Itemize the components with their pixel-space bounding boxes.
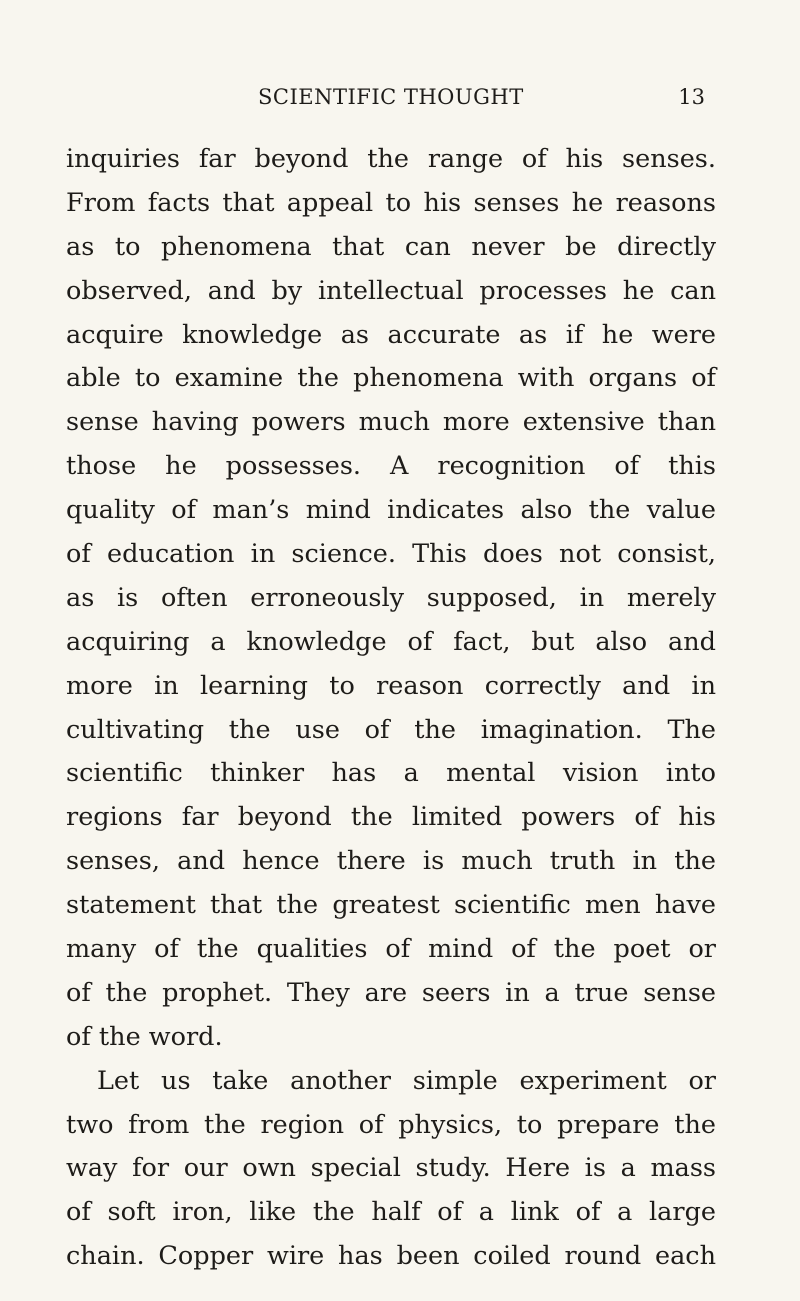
text-line: statement that the greatest scientific men have <box>66 890 716 921</box>
text-line: of soft iron, like the half of a link of a large <box>66 1197 716 1228</box>
body-text <box>66 138 716 1279</box>
text-line: chain. Copper wire has been coiled round each <box>66 1241 716 1272</box>
text-line: From facts that appeal to his senses he reasons <box>66 187 716 218</box>
text-line: two from the region of physics, to prepare the <box>66 1109 716 1140</box>
text-line: scientific thinker has a mental vision into <box>66 758 716 789</box>
paragraph-end-line: of the word. <box>66 1021 223 1052</box>
text-line: observed, and by intellectual processes he can <box>66 275 716 306</box>
text-line: of education in science. This does not consist, <box>66 539 716 570</box>
page-number: 13 <box>678 85 705 109</box>
text-line: as to phenomena that can never be directly <box>66 231 716 262</box>
running-title: SCIENTIFIC THOUGHT <box>258 85 524 109</box>
text-line: sense having powers much more extensive than <box>66 407 716 438</box>
text-line: way for our own special study. Here is a mass <box>66 1153 716 1184</box>
text-line: as is often erroneously supposed, in merely <box>66 582 716 613</box>
text-line: those he possesses. A recognition of this <box>66 451 716 482</box>
text-line: able to examine the phenomena with organs of <box>66 363 716 394</box>
text-line: of the prophet. They are seers in a true sense <box>66 977 716 1008</box>
text-line: regions far beyond the limited powers of his <box>66 802 716 833</box>
running-head <box>0 82 800 112</box>
text-line: cultivating the use of the imagination. The <box>66 714 716 745</box>
paragraph-start-line: Let us take another simple experiment or <box>97 1065 716 1096</box>
text-line: many of the qualities of mind of the poet or <box>66 934 716 965</box>
text-line: quality of man’s mind indicates also the value <box>66 495 716 526</box>
text-line: acquire knowledge as accurate as if he were <box>66 319 716 350</box>
text-line: senses, and hence there is much truth in the <box>66 846 716 877</box>
text-line: inquiries far beyond the range of his senses. <box>66 144 716 174</box>
text-line: more in learning to reason correctly and in <box>66 670 716 701</box>
text-line: acquiring a knowledge of fact, but also and <box>66 626 716 657</box>
